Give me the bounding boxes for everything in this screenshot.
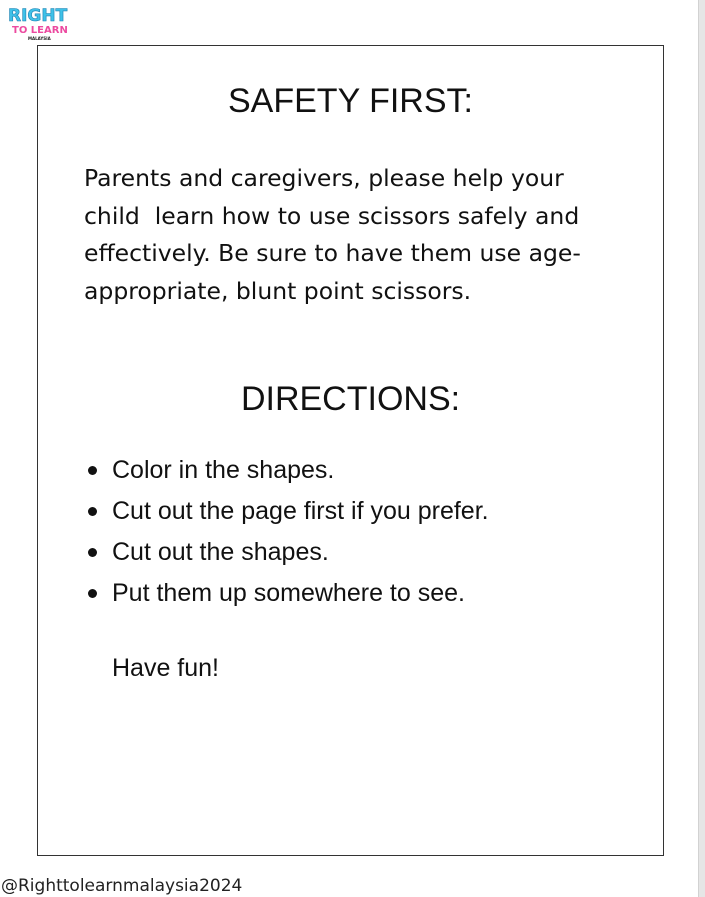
logo-right-text: RIGHT <box>8 6 68 26</box>
list-item <box>86 450 489 491</box>
footer-credit: @Righttolearnmalaysia2024 <box>1 876 243 896</box>
list-item <box>86 532 489 573</box>
list-item <box>86 491 489 532</box>
bullet-icon <box>88 466 97 475</box>
page-edge <box>698 0 705 897</box>
right-to-learn-malaysia-logo <box>6 2 70 42</box>
step-text: Put them up somewhere to see. <box>112 579 465 607</box>
directions-heading: DIRECTIONS: <box>240 380 461 418</box>
directions-list <box>86 450 489 614</box>
logo-learn-text: TO LEARN <box>12 25 68 36</box>
step-text: Cut out the page first if you prefer. <box>112 497 489 525</box>
safety-text: Parents and caregivers, please help your child learn how to use scissors safely and effectively. Be sure to have them use age- appropriate, blunt point scissors. <box>84 164 581 305</box>
logo-malaysia-text: MALAYSIA <box>28 36 51 41</box>
step-text: Cut out the shapes. <box>112 538 329 566</box>
safety-heading: SAFETY FIRST: <box>228 82 473 120</box>
list-item <box>86 573 489 614</box>
bullet-icon <box>88 507 97 516</box>
bullet-icon <box>88 548 97 557</box>
closing-text: Have fun! <box>112 654 220 682</box>
instruction-card <box>37 45 664 856</box>
step-text: Color in the shapes. <box>112 456 335 484</box>
bullet-icon <box>88 589 97 598</box>
